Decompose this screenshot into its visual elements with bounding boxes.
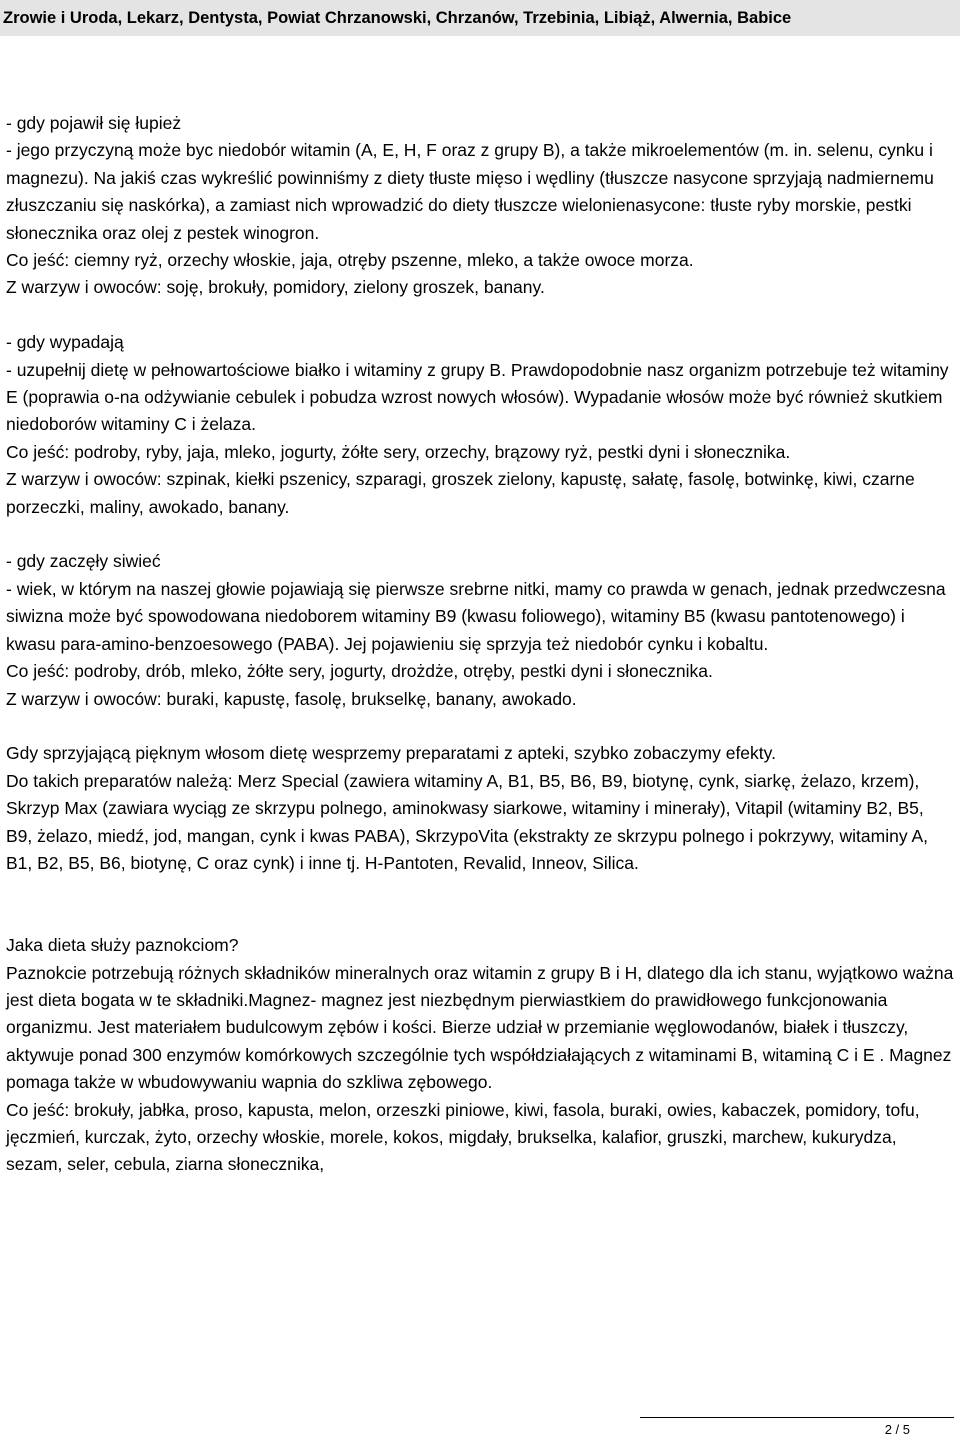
paragraph: Co jeść: ciemny ryż, orzechy włoskie, jaja, otręby pszenne, mleko, a także owoce morza.: [6, 250, 694, 271]
page-number: 2 / 5: [884, 1422, 910, 1437]
paragraph: Z warzyw i owoców: soję, brokuły, pomidory, zielony groszek, banany.: [6, 277, 545, 298]
paragraph: Co jeść: brokuły, jabłka, proso, kapusta, melon, orzeszki piniowe, kiwi, fasola, buraki, owies, kabaczek, pomidory, tofu, jęczmień, kurczak, żyto, orzechy włoskie, morele, kokos, migdały, brukselka, kalafior, gruszki, marchew, kukurydza, sezam, seler, cebula, ziarna słonecznika,: [6, 1099, 920, 1175]
paragraph: Co jeść: podroby, drób, mleko, żółte sery, jogurty, drożdże, otręby, pestki dyni i słonecznika.: [6, 661, 713, 682]
header-title: Zrowie i Uroda, Lekarz, Dentysta, Powiat Chrzanowski, Chrzanów, Trzebinia, Libiąż, Alwernia, Babice: [3, 9, 792, 27]
paragraph: Z warzyw i owoców: szpinak, kiełki pszenicy, szparagi, groszek zielony, kapustę, sałatę, fasolę, botwinkę, kiwi, czarne porzeczki, maliny, awokado, banany.: [6, 469, 915, 517]
footer-divider: [640, 1417, 954, 1418]
paragraph: - gdy pojawił się łupież: [6, 113, 182, 133]
paragraph: - wiek, w którym na naszej głowie pojawiają się pierwsze srebrne nitki, mamy co prawda w genach, jednak przedwczesna siwizna może być spowodowana niedoborem witaminy B9 (kwasu foliowego), witaminy B5 (kwasu pantotenowego) i kwasu para-amino-benzoesowego (PABA). Jej pojawieniu się sprzyja też niedobór cynku i kobaltu.: [6, 578, 946, 654]
section-heading: Jaka dieta służy paznokciom?: [6, 935, 239, 956]
spacer: [6, 302, 954, 329]
paragraph: Z warzyw i owoców: buraki, kapustę, fasolę, brukselkę, banany, awokado.: [6, 688, 577, 709]
page-header: [0, 0, 960, 36]
spacer: [6, 877, 954, 932]
article-body: [6, 110, 954, 1179]
spacer: [6, 713, 954, 740]
paragraph: Gdy sprzyjającą pięknym włosom dietę wesprzemy preparatami z apteki, szybko zobaczymy efekty.: [6, 743, 776, 764]
paragraph: - jego przyczyną może byc niedobór witamin (A, E, H, F oraz z grupy B), a także mikroelementów (m. in. selenu, cynku i magnezu). Na jakiś czas wykreślić powinniśmy z diety tłuste mięso i wędliny (tłuszcze nasycone sprzyjają nadmiernemu złuszczaniu się naskórka), a zamiast nich wprowadzić do diety tłuszcze wielonienasycone: tłuste ryby morskie, pestki słonecznika oraz olej z pestek winogron.: [6, 140, 934, 243]
paragraph: Paznokcie potrzebują różnych składników mineralnych oraz witamin z grupy B i H, dlatego dla ich stanu, wyjątkowo ważna jest dieta bogata w te składniki.Magnez- magnez jest niezbędnym pierwiastkiem do prawidłowego funkcjonowania organizmu. Jest materiałem budulcowym zębów i kości. Bierze udział w przemianie węglowodanów, białek i tłuszczy, aktywuje ponad 300 enzymów komórkowych szczególnie tych współdziałających z witaminami B, witaminą C i E . Magnez pomaga także w wbudowywaniu wapnia do szkliwa zębowego.: [6, 962, 954, 1093]
paragraph: Co jeść: podroby, ryby, jaja, mleko, jogurty, żółte sery, orzechy, brązowy ryż, pestki dyni i słonecznika.: [6, 441, 791, 462]
paragraph: - gdy wypadają: [6, 332, 124, 353]
paragraph: - gdy zaczęły siwieć: [6, 551, 161, 572]
paragraph: Do takich preparatów należą: Merz Special (zawiera witaminy A, B1, B5, B6, B9, biotynę, cynk, siarkę, żelazo, krzem), Skrzyp Max (zawiara wyciąg ze skrzypu polnego, aminokwasy siarkowe, witaminy i minerały), Vitapil (witaminy B2, B5, B9, żelazo, miedź, jod, mangan, cynk i kwas PABA), SkrzypoVita (ekstrakty ze skrzypu polnego i pokrzywy, witaminy A, B1, B2, B5, B6, biotynę, C oraz cynk) i inne tj. H-Pantoten, Revalid, Inneov, Silica.: [6, 770, 929, 873]
spacer: [6, 521, 954, 548]
paragraph: - uzupełnij dietę w pełnowartościowe białko i witaminy z grupy B. Prawdopodobnie nasz organizm potrzebuje też witaminy E (poprawia o-na odżywianie cebulek i pobudza wzrost nowych włosów). Wypadanie włosów może być również skutkiem niedoborów witaminy C i żelaza.: [6, 359, 949, 435]
